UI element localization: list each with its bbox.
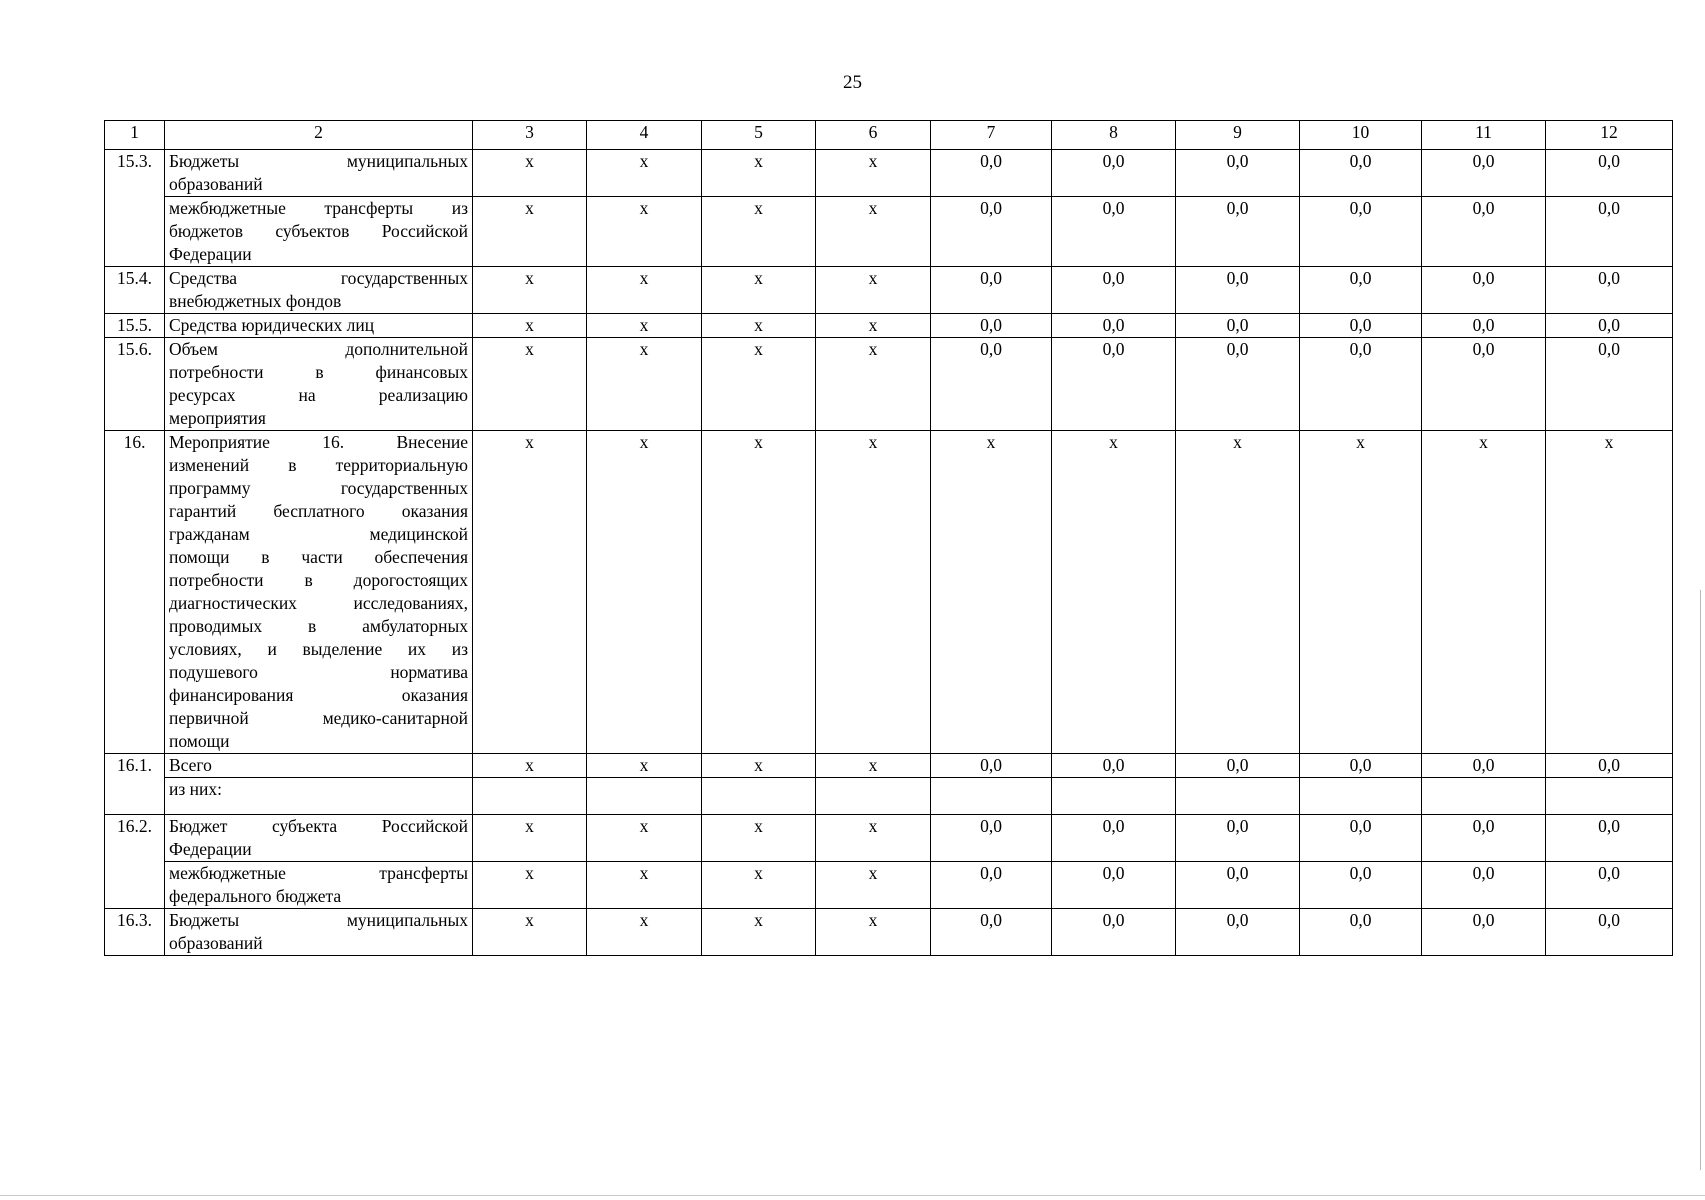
value-cell: 0,0 (1546, 338, 1673, 431)
value-cell: 0,0 (1422, 754, 1546, 778)
value-cell: х (587, 338, 702, 431)
header-cell: 4 (587, 121, 702, 150)
value-cell (1176, 778, 1300, 815)
header-row (105, 121, 1673, 150)
row-name-line: помощи (169, 731, 230, 751)
value-cell: 0,0 (1546, 197, 1673, 267)
value-cell: х (473, 197, 587, 267)
value-cell: 0,0 (1176, 815, 1300, 862)
row-name-line: подушевого норматива (169, 662, 468, 682)
value-cell: 0,0 (931, 862, 1052, 909)
value-cell: х (931, 431, 1052, 754)
row-name-line: потребности в дорогостоящих (169, 570, 468, 590)
table-row (105, 197, 1673, 267)
value-cell: 0,0 (1052, 267, 1176, 314)
value-cell: 0,0 (1546, 815, 1673, 862)
value-cell: х (702, 150, 816, 197)
value-cell: 0,0 (1422, 338, 1546, 431)
value-cell (473, 778, 587, 815)
value-cell: х (702, 338, 816, 431)
value-cell: 0,0 (1176, 150, 1300, 197)
value-cell: х (587, 862, 702, 909)
row-name-line: первичной медико-санитарной (169, 708, 468, 728)
value-cell (1546, 778, 1673, 815)
header-cell: 3 (473, 121, 587, 150)
row-number-cell: 15.4. (105, 267, 165, 314)
row-name-line: помощи в части обеспечения (169, 547, 468, 567)
value-cell: 0,0 (1176, 314, 1300, 338)
budget-table (104, 120, 1673, 956)
value-cell: 0,0 (1422, 314, 1546, 338)
value-cell: 0,0 (1422, 909, 1546, 956)
value-cell: х (816, 267, 931, 314)
value-cell: 0,0 (1176, 267, 1300, 314)
row-number-cell: 16.2. (105, 815, 165, 909)
row-name-line: внебюджетных фондов (169, 291, 342, 311)
value-cell: 0,0 (931, 754, 1052, 778)
row-name-line: диагностических исследованиях, (169, 593, 468, 613)
value-cell: х (587, 267, 702, 314)
row-name-cell (165, 862, 473, 909)
scan-bottom-line (0, 1195, 1705, 1196)
value-cell (1052, 778, 1176, 815)
value-cell: х (473, 862, 587, 909)
value-cell: 0,0 (1300, 815, 1422, 862)
value-cell (816, 778, 931, 815)
value-cell: 0,0 (1052, 909, 1176, 956)
table-row (105, 815, 1673, 862)
value-cell: 0,0 (931, 815, 1052, 862)
row-number-cell: 16.1. (105, 754, 165, 815)
value-cell: 0,0 (1300, 862, 1422, 909)
value-cell (587, 778, 702, 815)
value-cell: 0,0 (1300, 754, 1422, 778)
value-cell: 0,0 (1176, 909, 1300, 956)
table-row (105, 150, 1673, 197)
value-cell: 0,0 (931, 314, 1052, 338)
value-cell: 0,0 (1176, 338, 1300, 431)
row-name-cell (165, 778, 473, 815)
value-cell: х (473, 314, 587, 338)
table-body (105, 150, 1673, 956)
row-name-line: Объем дополнительной (169, 339, 468, 359)
row-name-line: Федерации (169, 244, 252, 264)
value-cell: х (702, 267, 816, 314)
table-row (105, 862, 1673, 909)
table-row (105, 314, 1673, 338)
value-cell: х (473, 267, 587, 314)
value-cell: х (473, 754, 587, 778)
value-cell (931, 778, 1052, 815)
row-number-cell: 15.3. (105, 150, 165, 267)
value-cell: х (816, 431, 931, 754)
header-cell: 9 (1176, 121, 1300, 150)
header-cell: 6 (816, 121, 931, 150)
value-cell: х (1176, 431, 1300, 754)
value-cell: х (473, 338, 587, 431)
row-name-line: Всего (169, 755, 212, 775)
row-name-line: Мероприятие 16. Внесение (169, 432, 468, 452)
value-cell: х (816, 815, 931, 862)
value-cell: 0,0 (1546, 909, 1673, 956)
value-cell: 0,0 (1422, 267, 1546, 314)
header-cell: 5 (702, 121, 816, 150)
value-cell: 0,0 (1422, 197, 1546, 267)
row-name-line: федерального бюджета (169, 886, 342, 906)
value-cell: х (702, 909, 816, 956)
value-cell: 0,0 (1300, 150, 1422, 197)
row-name-cell (165, 909, 473, 956)
value-cell: 0,0 (1546, 150, 1673, 197)
value-cell: х (702, 862, 816, 909)
row-name-line: гражданам медицинской (169, 524, 468, 544)
row-name-line: Средства юридических лиц (169, 315, 375, 335)
row-name-cell (165, 815, 473, 862)
value-cell (1300, 778, 1422, 815)
table-row (105, 909, 1673, 956)
row-name-line: образований (169, 933, 263, 953)
row-name-cell (165, 197, 473, 267)
table-row (105, 338, 1673, 431)
value-cell: 0,0 (1176, 862, 1300, 909)
value-cell: 0,0 (1546, 754, 1673, 778)
value-cell: 0,0 (1176, 197, 1300, 267)
row-number-cell: 15.5. (105, 314, 165, 338)
value-cell: х (702, 754, 816, 778)
row-name-line: Бюджеты муниципальных (169, 910, 468, 930)
row-name-line: мероприятия (169, 408, 266, 428)
row-number-cell: 16. (105, 431, 165, 754)
header-cell: 1 (105, 121, 165, 150)
value-cell: х (702, 314, 816, 338)
table-row (105, 778, 1673, 815)
value-cell: х (702, 431, 816, 754)
value-cell: х (1300, 431, 1422, 754)
row-name-line: из них: (169, 779, 222, 799)
header-cell: 8 (1052, 121, 1176, 150)
header-cell: 11 (1422, 121, 1546, 150)
value-cell: 0,0 (1052, 862, 1176, 909)
value-cell: х (816, 338, 931, 431)
row-name-line: проводимых в амбулаторных (169, 616, 468, 636)
row-name-line: гарантий бесплатного оказания (169, 501, 468, 521)
value-cell: 0,0 (1546, 267, 1673, 314)
value-cell: 0,0 (1300, 267, 1422, 314)
value-cell (702, 778, 816, 815)
value-cell: х (473, 815, 587, 862)
value-cell: х (473, 909, 587, 956)
row-name-line: бюджетов субъектов Российской (169, 221, 468, 241)
row-name-line: Средства государственных (169, 268, 468, 288)
value-cell: 0,0 (931, 909, 1052, 956)
value-cell: 0,0 (1052, 338, 1176, 431)
row-name-cell (165, 431, 473, 754)
row-name-line: межбюджетные трансферты (169, 863, 468, 883)
value-cell: х (587, 909, 702, 956)
row-name-cell (165, 150, 473, 197)
value-cell: 0,0 (1052, 815, 1176, 862)
value-cell: х (587, 431, 702, 754)
value-cell: х (1422, 431, 1546, 754)
value-cell: х (702, 197, 816, 267)
value-cell: 0,0 (1422, 862, 1546, 909)
table-row (105, 431, 1673, 754)
value-cell: х (816, 862, 931, 909)
scan-edge-line (1700, 590, 1701, 1170)
value-cell: х (1052, 431, 1176, 754)
value-cell: 0,0 (1546, 862, 1673, 909)
header-cell: 12 (1546, 121, 1673, 150)
row-name-cell (165, 314, 473, 338)
row-name-line: Федерации (169, 839, 252, 859)
row-name-line: Бюджеты муниципальных (169, 151, 468, 171)
row-name-cell (165, 754, 473, 778)
row-number-cell: 15.6. (105, 338, 165, 431)
row-name-line: условиях, и выделение их из (169, 639, 468, 659)
value-cell: х (816, 197, 931, 267)
value-cell: 0,0 (931, 150, 1052, 197)
value-cell: х (816, 754, 931, 778)
row-name-cell (165, 338, 473, 431)
row-name-line: потребности в финансовых (169, 362, 468, 382)
value-cell: х (816, 150, 931, 197)
value-cell: 0,0 (1300, 909, 1422, 956)
value-cell: 0,0 (1546, 314, 1673, 338)
value-cell: х (816, 314, 931, 338)
value-cell: 0,0 (931, 197, 1052, 267)
row-name-line: финансирования оказания (169, 685, 468, 705)
header-cell: 2 (165, 121, 473, 150)
value-cell: 0,0 (1052, 754, 1176, 778)
value-cell: х (816, 909, 931, 956)
value-cell: х (702, 815, 816, 862)
value-cell: 0,0 (1422, 815, 1546, 862)
value-cell: х (587, 150, 702, 197)
row-name-line: изменений в территориальную (169, 455, 468, 475)
value-cell: х (587, 754, 702, 778)
row-name-line: межбюджетные трансферты из (169, 198, 468, 218)
value-cell: 0,0 (1052, 314, 1176, 338)
value-cell: 0,0 (1300, 314, 1422, 338)
page-number: 25 (843, 72, 862, 93)
value-cell: х (587, 815, 702, 862)
value-cell: 0,0 (1052, 197, 1176, 267)
row-name-line: ресурсах на реализацию (169, 385, 468, 405)
value-cell: х (1546, 431, 1673, 754)
row-number-cell: 16.3. (105, 909, 165, 956)
row-name-line: программу государственных (169, 478, 468, 498)
value-cell: 0,0 (1300, 197, 1422, 267)
value-cell: х (473, 431, 587, 754)
value-cell: х (587, 197, 702, 267)
value-cell: 0,0 (931, 267, 1052, 314)
header-cell: 10 (1300, 121, 1422, 150)
header-cell: 7 (931, 121, 1052, 150)
row-name-line: Бюджет субъекта Российской (169, 816, 468, 836)
value-cell: 0,0 (1052, 150, 1176, 197)
value-cell: 0,0 (1300, 338, 1422, 431)
value-cell: 0,0 (1422, 150, 1546, 197)
table-row (105, 754, 1673, 778)
value-cell: х (473, 150, 587, 197)
row-name-cell (165, 267, 473, 314)
value-cell (1422, 778, 1546, 815)
table-row (105, 267, 1673, 314)
row-name-line: образований (169, 174, 263, 194)
value-cell: 0,0 (1176, 754, 1300, 778)
value-cell: 0,0 (931, 338, 1052, 431)
value-cell: х (587, 314, 702, 338)
